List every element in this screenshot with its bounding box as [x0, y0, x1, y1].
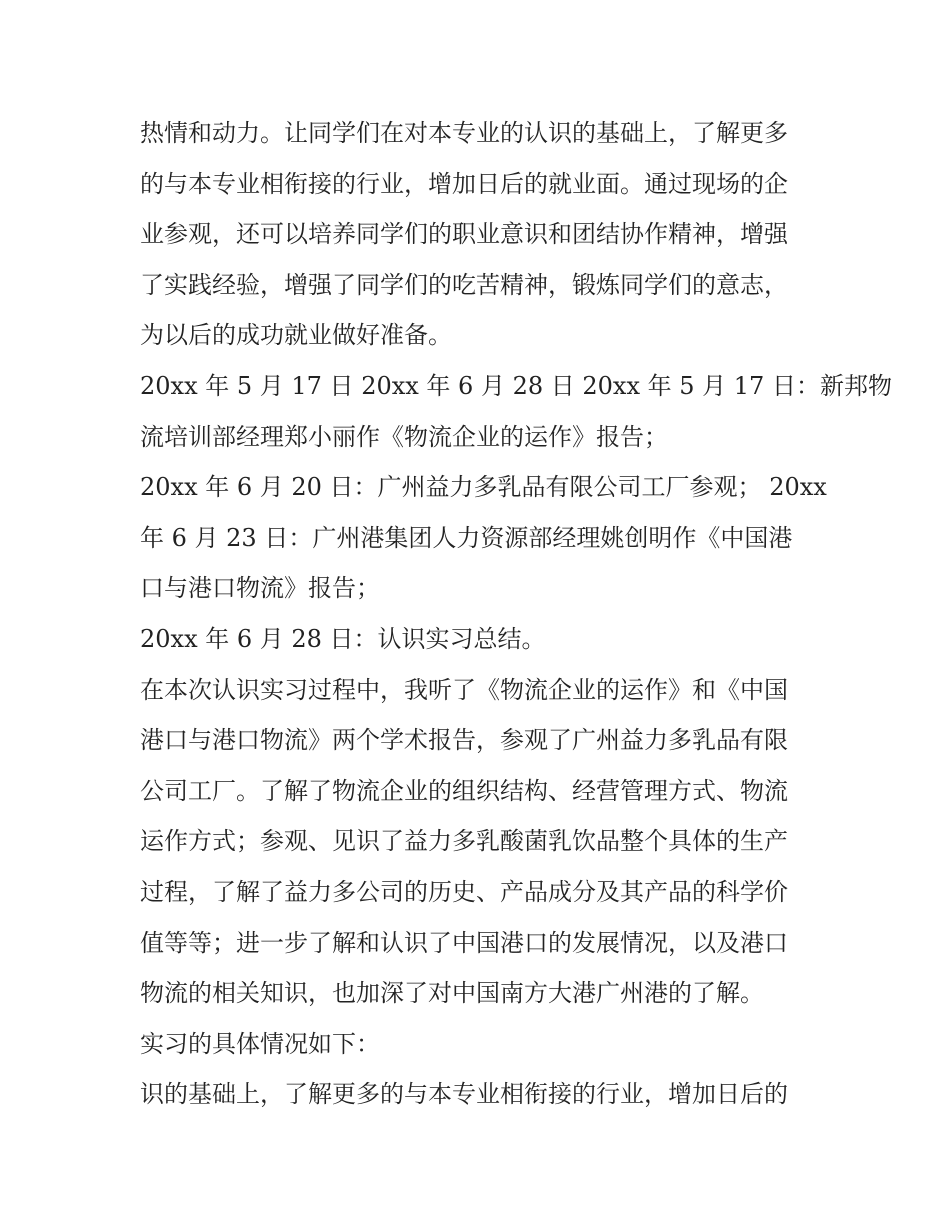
text-line: 年 6 月 23 日：广州港集团人力资源部经理姚创明作《中国港 — [140, 523, 793, 552]
text-line: 公司工厂。了解了物流企业的组织结构、经营管理方式、物流 — [140, 776, 788, 805]
text-line: 了实践经验，增强了同学们的吃苦精神，锻炼同学们的意志， — [140, 270, 788, 299]
text-line: 港口与港口物流》两个学术报告，参观了广州益力多乳品有限 — [140, 726, 788, 755]
text-line: 20xx 年 5 月 17 日 20xx 年 6 月 28 日 20xx 年 5 月 17 日：新邦物 — [140, 371, 892, 400]
text-line: 20xx 年 6 月 20 日：广州益力多乳品有限公司工厂参观； 20xx — [140, 473, 827, 502]
text-line: 运作方式；参观、见识了益力多乳酸菌乳饮品整个具体的生产 — [140, 827, 788, 856]
text-line: 流培训部经理郑小丽作《物流企业的运作》报告； — [140, 422, 668, 451]
body-text — [140, 108, 892, 1120]
text-line: 过程，了解了益力多公司的历史、产品成分及其产品的科学价 — [140, 877, 788, 906]
text-line: 为以后的成功就业做好准备。 — [140, 321, 452, 350]
text-line: 业参观，还可以培养同学们的职业意识和团结协作精神，增强 — [140, 220, 788, 249]
text-line: 识的基础上，了解更多的与本专业相衔接的行业，增加日后的 — [140, 1080, 788, 1109]
text-line: 在本次认识实习过程中，我听了《物流企业的运作》和《中国 — [140, 675, 788, 704]
text-line: 实习的具体情况如下： — [140, 1029, 380, 1058]
text-line: 物流的相关知识，也加深了对中国南方大港广州港的了解。 — [140, 979, 764, 1008]
text-line: 口与港口物流》报告； — [140, 574, 380, 603]
text-line: 值等等；进一步了解和认识了中国港口的发展情况，以及港口 — [140, 928, 788, 957]
text-line: 热情和动力。让同学们在对本专业的认识的基础上，了解更多 — [140, 119, 788, 147]
text-line: 的与本专业相衔接的行业，增加日后的就业面。通过现场的企 — [140, 169, 788, 198]
text-line: 20xx 年 6 月 28 日：认识实习总结。 — [140, 624, 546, 653]
